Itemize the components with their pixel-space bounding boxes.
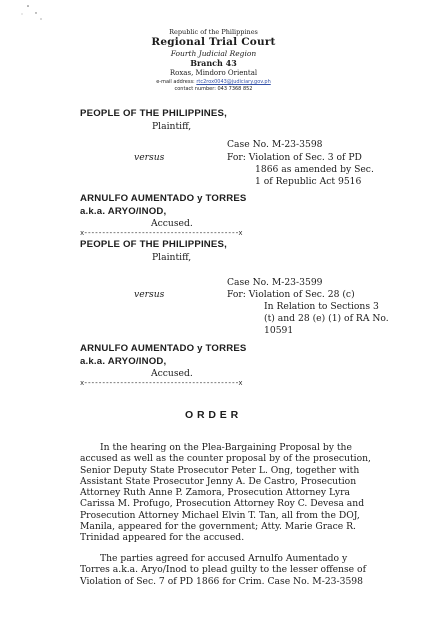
case1-separator: x-------------------------------------------x — [80, 230, 243, 238]
paragraph1-line-1: In the hearing on the Plea-Bargaining Proposal by the — [100, 442, 352, 453]
case2-case-number: Case No. M-23-3599 — [227, 277, 323, 288]
case2-for-line-1: For: Violation of Sec. 28 (c) — [227, 289, 355, 300]
email-label: e-mail address: — [156, 79, 195, 85]
case1-versus: versus — [134, 152, 165, 163]
case2-plaintiff: PEOPLE OF THE PHILIPPINES, — [80, 239, 227, 250]
case2-for-line-3: (t) and 28 (e) (1) of RA No. — [264, 313, 389, 324]
case2-accused-role: Accused. — [151, 368, 193, 379]
email-link[interactable]: rtc2rox0043@judiciary.gov.ph — [196, 79, 271, 85]
header-republic: Republic of the Philippines — [169, 28, 258, 36]
case1-case-number: Case No. M-23-3598 — [227, 139, 323, 150]
paragraph1-line-8: Manila, appeared for the government; Atty. Marie Grace R. — [80, 521, 356, 533]
header-branch: Branch 43 — [190, 58, 237, 68]
header-contact: contact number: 043 7368 852 — [174, 86, 253, 92]
paragraph2-line-2: Torres a.k.a. Aryo/Inod to plead guilty to the lesser offense of — [80, 564, 366, 576]
paragraph2-line-1: The parties agreed for accused Arnulfo Aumentado y — [100, 553, 348, 564]
case1-for-line-3: 1 of Republic Act 9516 — [255, 176, 362, 187]
order-title: ORDER — [185, 409, 242, 421]
case1-plaintiff-role: Plaintiff, — [152, 121, 192, 132]
case1-for-line-2: 1866 as amended by Sec. — [255, 164, 374, 175]
paragraph1-line-2: accused as well as the counter proposal by of the prosecution, — [80, 453, 371, 465]
paragraph1-line-7: Prosecution Attorney Michael Elvin T. Tan, all from the DOJ, — [80, 509, 360, 521]
case1-plaintiff: PEOPLE OF THE PHILIPPINES, — [80, 108, 227, 119]
case2-aka: a.k.a. ARYO/INOD, — [80, 356, 167, 367]
header-location: Roxas, Mindoro Oriental — [169, 69, 258, 77]
case2-for-line-4: 10591 — [264, 325, 294, 336]
order-paragraph-1 — [80, 442, 372, 544]
paragraph1-line-9: Trinidad appeared for the accused. — [80, 532, 245, 544]
case2-versus: versus — [134, 289, 165, 300]
paragraph2-line-3: Violation of Sec. 7 of PD 1866 for Crim. Case No. M-23-3598 — [80, 575, 363, 587]
case2-accused-name: ARNULFO AUMENTADO y TORRES — [80, 343, 247, 354]
case2-for-line-2: In Relation to Sections 3 — [264, 301, 379, 312]
header-court: Regional Trial Court — [151, 36, 276, 48]
scan-specks — [0, 0, 60, 30]
header-region: Fourth Judicial Region — [170, 49, 257, 58]
case2-separator: x-------------------------------------------x — [80, 380, 243, 388]
case1-aka: a.k.a. ARYO/INOD, — [80, 206, 167, 217]
paragraph1-line-6: Carissa M. Profugo, Prosecution Attorney Roy C. Devesa and — [80, 498, 365, 510]
paragraph1-line-3: Senior Deputy State Prosecutor Peter L. Ong, together with — [80, 464, 360, 476]
case1-for-line-1: For: Violation of Sec. 3 of PD — [227, 152, 362, 163]
order-paragraph-2 — [80, 553, 372, 587]
paragraph1-line-5: Attorney Ruth Anne P. Zamora, Prosecution Attorney Lyra — [80, 487, 350, 499]
paragraph1-line-4: Assistant State Prosecutor Jenny A. De Castro, Prosecution — [80, 475, 357, 487]
case1-accused-name: ARNULFO AUMENTADO y TORRES — [80, 193, 247, 204]
case1-accused-role: Accused. — [151, 218, 193, 229]
case2-plaintiff-role: Plaintiff, — [152, 252, 192, 263]
header-email — [0, 79, 427, 85]
